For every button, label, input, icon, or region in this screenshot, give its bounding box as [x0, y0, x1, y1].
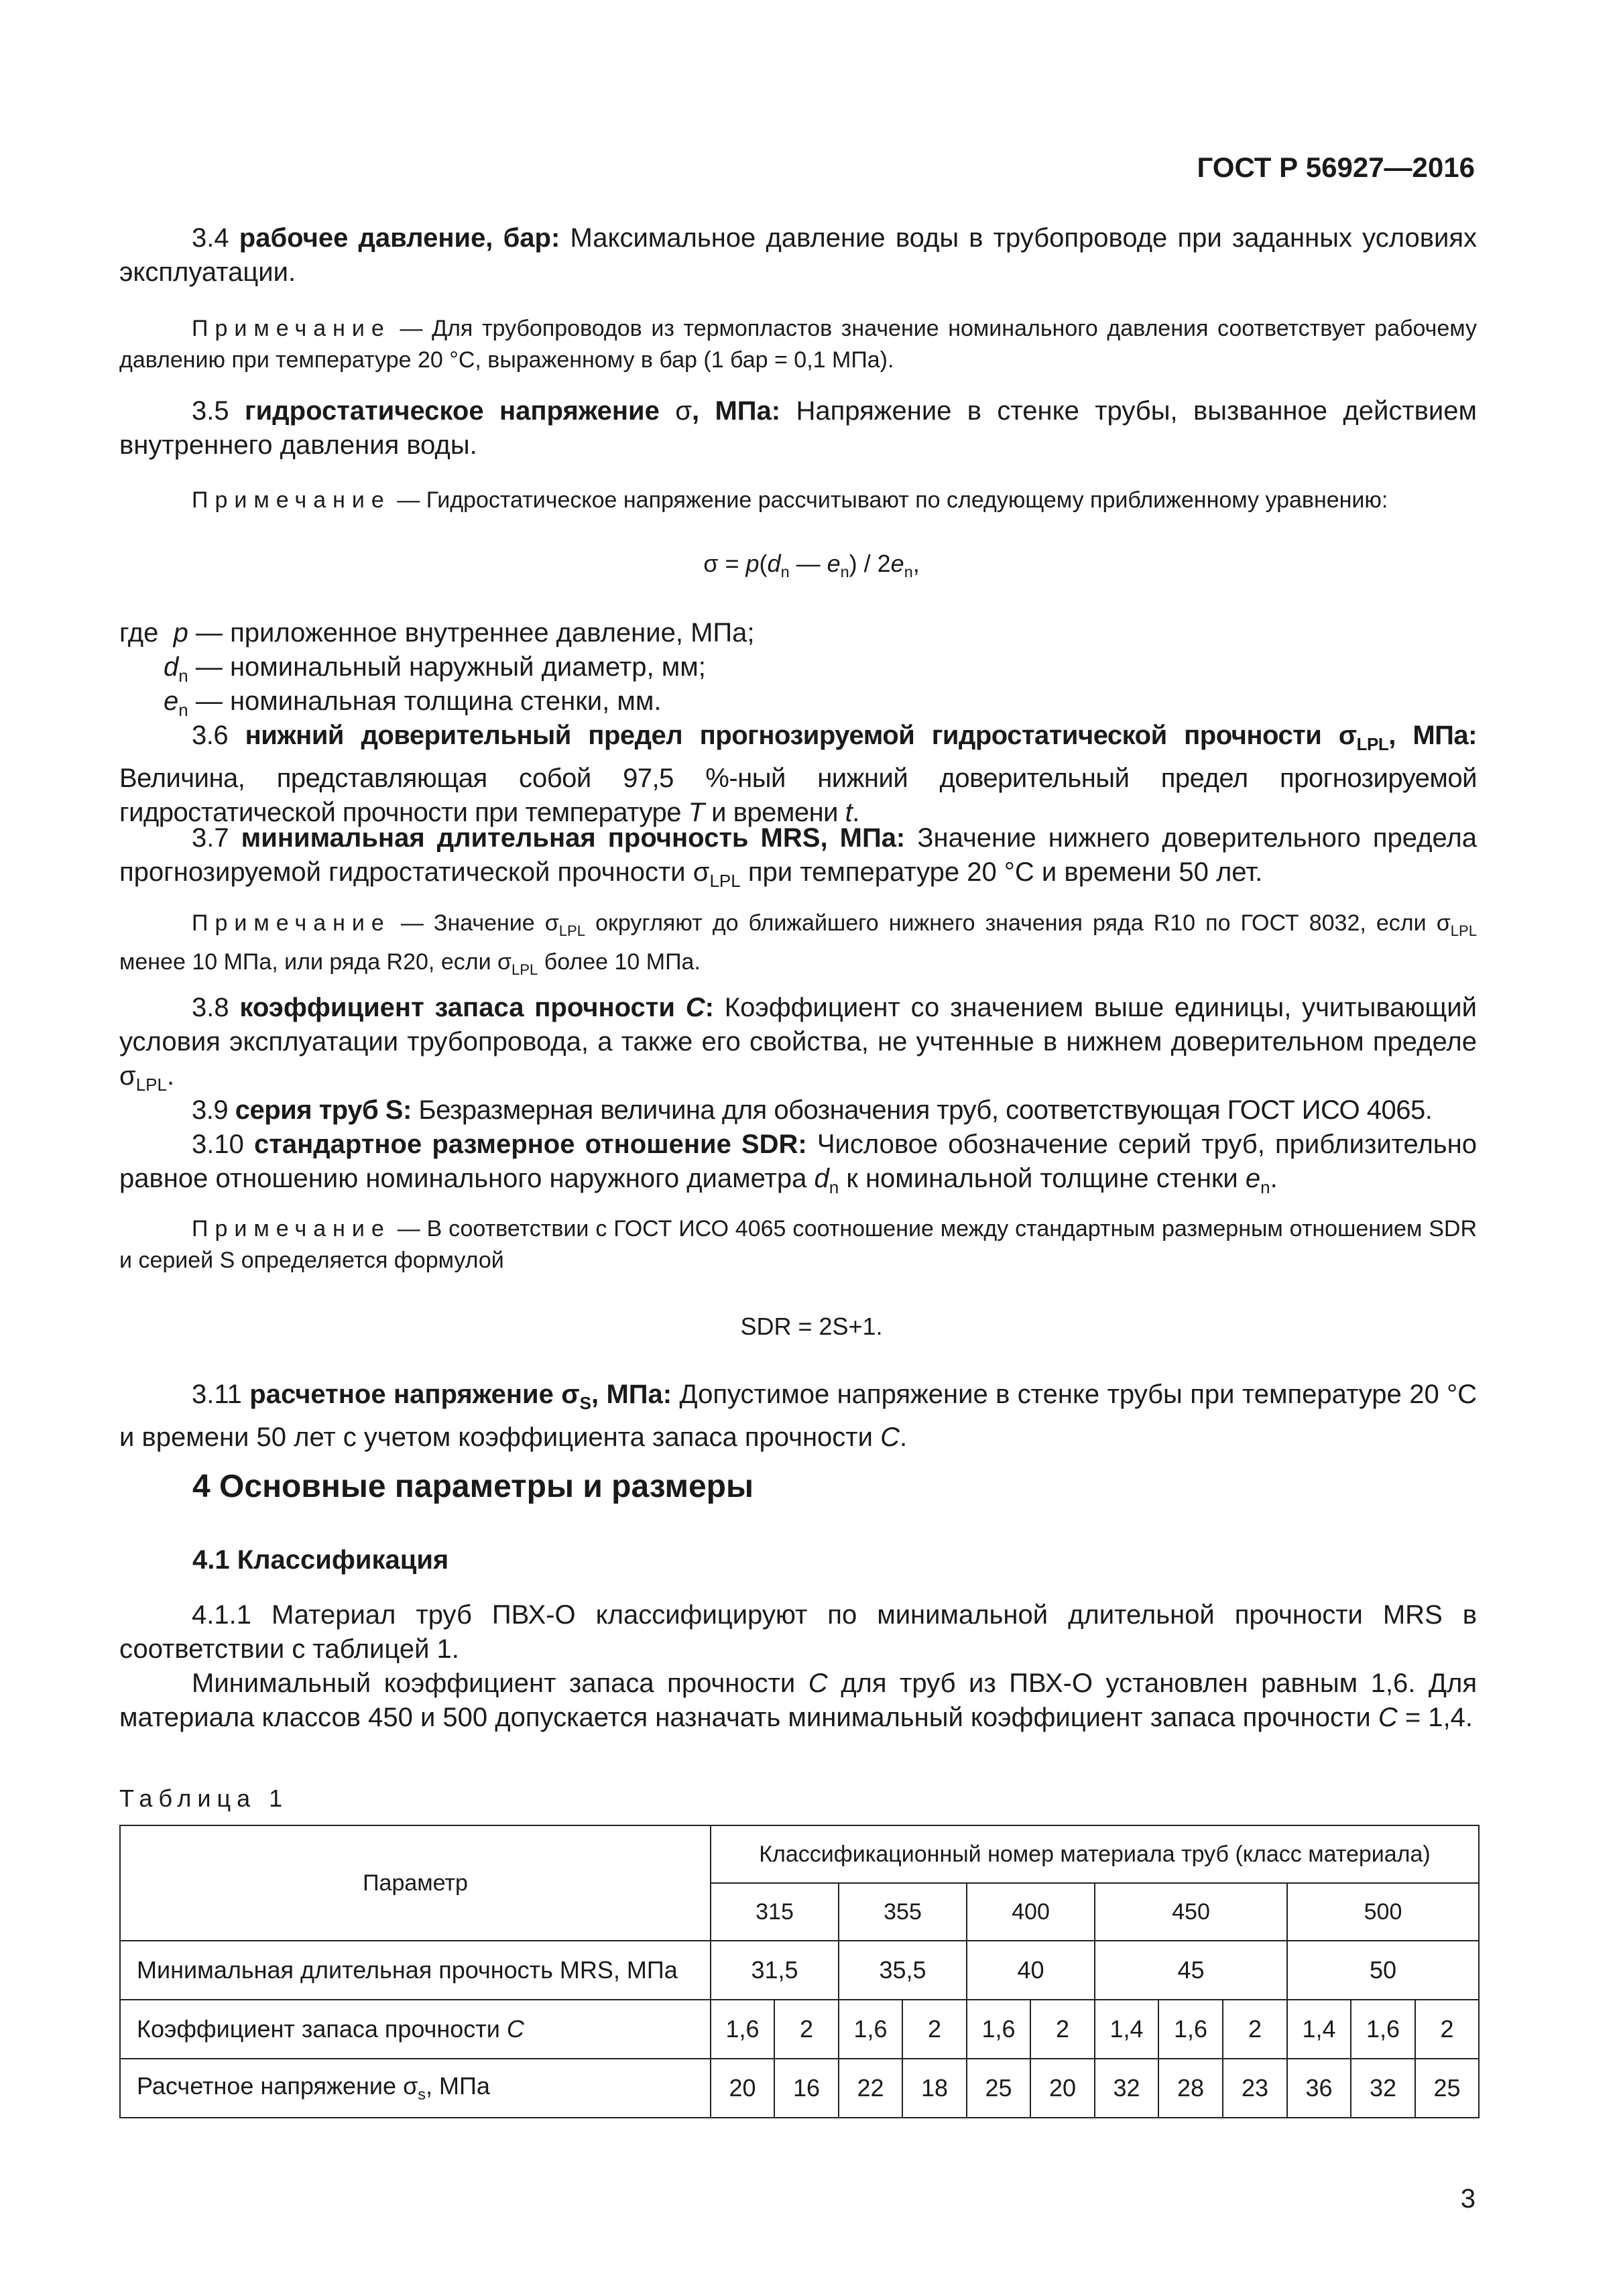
table-cell: 31,5	[711, 1941, 839, 2000]
table-cell: 36	[1287, 2059, 1351, 2118]
table-cell: 32	[1351, 2059, 1415, 2118]
table-cell: 18	[902, 2059, 967, 2118]
clause-3-6: 3.6 нижний доверительный предел прогнозируемой гидростатической прочности $\sigma_{LPL}$, МПа: Величина, представляющая собой 97,5 %-ный нижний доверительный предел прогнозируемой гидростатической прочности при температуре T и времени t.	[119, 721, 1477, 827]
table-cell: 1,6	[1351, 2000, 1415, 2059]
param-header: Параметр	[120, 1825, 711, 1941]
where-line-p: где p — приложенное внутреннее давление, МПа;	[119, 618, 755, 648]
note-text: — В соответствии с ГОСТ ИСО 4065 соотношение между стандартным размерным отношением SDR и серией S определяется формулой	[119, 1216, 1477, 1273]
table-cell: 2	[1223, 2000, 1287, 2059]
class-header: 450	[1095, 1883, 1287, 1941]
table-cell: 1,6	[839, 2000, 902, 2059]
clause-term: расчетное напряжение σ	[249, 1380, 580, 1409]
note-label: Примечание	[192, 487, 391, 513]
clause-text: Напряжение в стенке трубы, вызванное действием внутреннего давления воды.	[119, 396, 1477, 460]
table-cell: 2	[902, 2000, 967, 2059]
note-3-10	[119, 1213, 1477, 1276]
sdr-formula: SDR = 2S+1.	[740, 1313, 883, 1340]
table-cell: 32	[1095, 2059, 1158, 2118]
table-cell: 23	[1223, 2059, 1287, 2118]
clause-text: Максимальное давление воды в трубопроводе при заданных условиях эксплуатации.	[119, 223, 1477, 287]
clause-term: минимальная длительная прочность MRS, МПа:	[241, 823, 906, 853]
clause-term: гидростатическое напряжение	[245, 396, 660, 426]
clause-3-9: 3.9 серия труб S: Безразмерная величина для обозначения труб, соответствующая ГОСТ ИСО 4065.	[192, 1095, 1433, 1125]
table-cell: 35,5	[839, 1941, 967, 2000]
table-caption: Таблица 1	[119, 1785, 289, 1812]
note-label: Примечание	[192, 910, 391, 936]
table-row	[120, 1941, 1479, 2000]
clause-4-1-2: Минимальный коэффициент запаса прочности C для труб из ПВХ-О установлен равным 1,6. Для материала классов 450 и 500 допускается назначать минимальный коэффициент запаса прочности C = 1,4.	[119, 1669, 1477, 1732]
table-cell: 20	[1030, 2059, 1095, 2118]
clause-term: рабочее давление, бар:	[239, 223, 560, 253]
clause-4-1-1: 4.1.1 Материал труб ПВХ-О классифицируют по минимальной длительной прочности MRS в соответствии с таблицей 1.	[119, 1600, 1477, 1664]
table-cell: 2	[1030, 2000, 1095, 2059]
where-line-dn: $d_n$ — номинальный наружный диаметр, мм;	[164, 652, 706, 686]
classification-table	[119, 1825, 1480, 2118]
table-cell: 20	[711, 2059, 774, 2118]
table-cell: 22	[839, 2059, 902, 2118]
table-cell: 1,4	[1095, 2000, 1158, 2059]
note-text: — Для трубопроводов из термопластов значение номинального давления соответствует рабочему давлению при температуре 20 °С, выраженному в бар (1 бар = 0,1 МПа).	[119, 316, 1477, 373]
table-cell: 16	[774, 2059, 839, 2118]
note-3-5	[119, 485, 1477, 516]
note-3-4	[119, 313, 1477, 376]
table-cell: 25	[1415, 2059, 1479, 2118]
table-cell: 50	[1287, 1941, 1479, 2000]
row-label-mrs: Минимальная длительная прочность MRS, МПа	[120, 1941, 711, 2000]
clause-term: стандартное размерное отношение SDR:	[253, 1130, 807, 1159]
clause-term: нижний доверительный предел прогнозируемой гидростатической прочности σ	[245, 721, 1357, 750]
page-number: 3	[1460, 2184, 1476, 2214]
table-cell: 28	[1158, 2059, 1223, 2118]
group-header: Классификационный номер материала труб (класс материала)	[711, 1825, 1479, 1883]
table-cell: 45	[1095, 1941, 1287, 2000]
clause-term-unit: , МПа:	[691, 396, 781, 426]
clause-3-8: 3.8 коэффициент запаса прочности C: Коэффициент со значением выше единицы, учитывающий условия эксплуатации трубопровода, а также его свойства, не учтенные в нижнем доверительном пределе $\sigma_{LPL}$.	[119, 993, 1477, 1095]
clause-term: серия труб S:	[235, 1095, 412, 1125]
class-header: 355	[839, 1883, 967, 1941]
clause-3-7: 3.7 минимальная длительная прочность MRS, МПа: Значение нижнего доверительного предела прогнозируемой гидростатической прочности $\sigma_{LPL}$ при температуре 20 °С и времени 50 лет.	[119, 823, 1477, 891]
where-line-en: $e_n$ — номинальная толщина стенки, мм.	[164, 686, 662, 720]
clause-3-5	[119, 394, 1477, 463]
note-label: Примечание	[192, 316, 391, 341]
table-cell: 2	[1415, 2000, 1479, 2059]
note-3-7: Примечание — Значение $\sigma_{LPL}$ округляют до ближайшего нижнего значения ряда R10 по ГОСТ 8032, если $\sigma_{LPL}$ менее 10 МПа, или ряда R20, если $\sigma_{LPL}$ более 10 МПа.	[119, 910, 1477, 978]
clause-term: коэффициент запаса прочности	[239, 993, 675, 1022]
class-header: 315	[711, 1883, 839, 1941]
row-label-design-stress: Расчетное напряжение $\sigma_s$, МПа	[120, 2059, 711, 2118]
section-4-heading: 4 Основные параметры и размеры	[192, 1469, 754, 1504]
clause-3-4	[119, 221, 1477, 290]
table-row	[120, 2000, 1479, 2059]
clause-3-10: 3.10 стандартное размерное отношение SDR: Числовое обозначение серий труб, приблизительно равное отношению номинального наружного диаметра $d_n$ к номинальной толщине стенки $e_n$.	[119, 1130, 1477, 1197]
note-text: — Гидростатическое напряжение рассчитывают по следующему приближенному уравнению:	[397, 487, 1388, 513]
table-row	[120, 2059, 1479, 2118]
table-cell: 1,6	[1158, 2000, 1223, 2059]
row-label-safety-factor: Коэффициент запаса прочности C	[120, 2000, 711, 2059]
clause-3-11: 3.11 расчетное напряжение $\sigma_S$, МПа: Допустимое напряжение в стенке трубы при температуре 20 °С и времени 50 лет с учетом коэффициента запаса прочности C.	[119, 1380, 1477, 1452]
clause-number: 3.4	[192, 223, 229, 253]
clause-number: 3.5	[192, 396, 229, 426]
hoop-stress-formula: $\sigma = p(d_n$ — $e_n) / 2e_n$,	[703, 550, 920, 581]
table-cell: 1,4	[1287, 2000, 1351, 2059]
table-cell: 25	[967, 2059, 1030, 2118]
table-cell: 1,6	[967, 2000, 1030, 2059]
class-header: 400	[967, 1883, 1095, 1941]
table-cell: 40	[967, 1941, 1095, 2000]
document-code-header: ГОСТ Р 56927—2016	[1197, 152, 1475, 183]
table-cell: 1,6	[711, 2000, 774, 2059]
table-cell: 2	[774, 2000, 839, 2059]
class-header: 500	[1287, 1883, 1479, 1941]
note-label: Примечание	[192, 1216, 391, 1242]
subsection-4-1-heading: 4.1 Классификация	[192, 1545, 449, 1575]
sigma-symbol: σ	[675, 396, 692, 426]
